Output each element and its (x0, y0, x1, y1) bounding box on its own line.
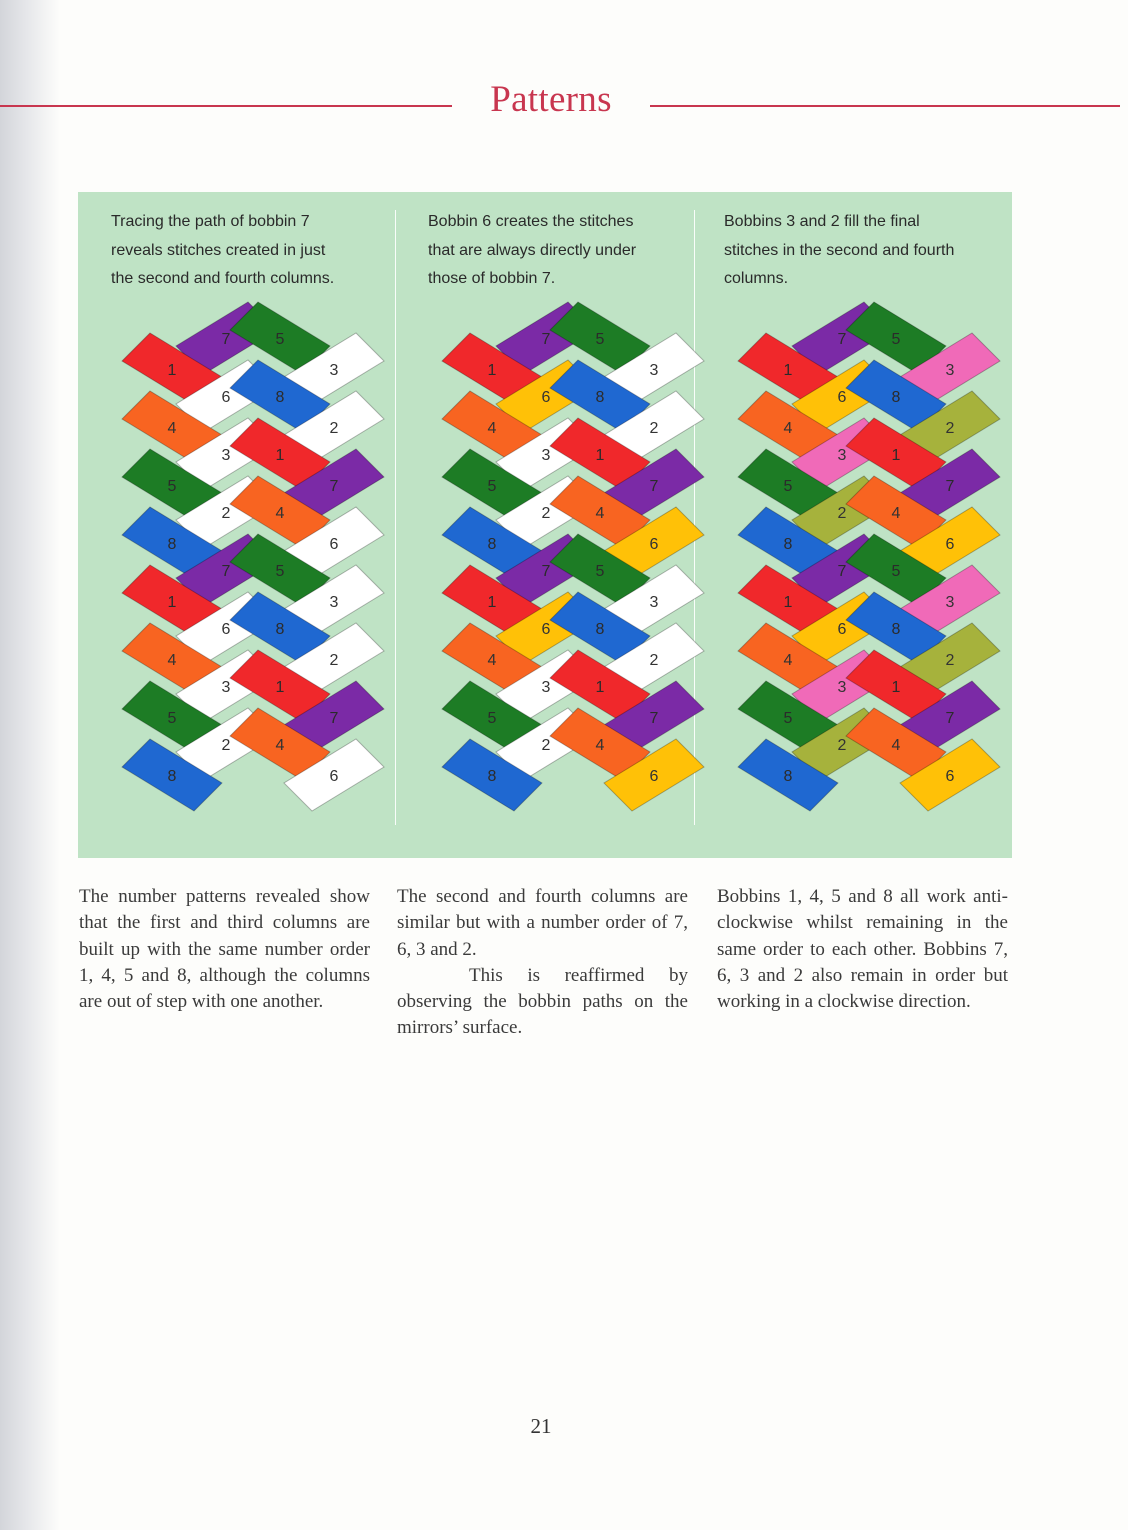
stitch-number-2: 2 (837, 505, 847, 522)
stitch-number-6: 6 (945, 768, 955, 785)
stitch-number-5: 5 (167, 478, 177, 495)
caption-line: reveals stitches created in just (111, 241, 326, 259)
stitch-number-8: 8 (167, 536, 177, 553)
page-binding-shadow (0, 0, 60, 1530)
stitch-number-3: 3 (837, 447, 847, 464)
stitch-number-8: 8 (891, 389, 901, 406)
stitch-number-5: 5 (487, 478, 497, 495)
caption-line: columns. (724, 270, 789, 287)
stitch-number-6: 6 (329, 536, 339, 553)
stitch-number-1: 1 (595, 447, 605, 464)
stitch-number-5: 5 (891, 563, 901, 580)
stitch-number-4: 4 (891, 505, 901, 522)
stitch-number-2: 2 (221, 737, 231, 754)
stitch-number-1: 1 (167, 362, 177, 379)
stitch-number-2: 2 (329, 420, 339, 437)
caption-line: those of bobbin 7. (428, 270, 556, 287)
stitch-number-8: 8 (783, 768, 793, 785)
caption-line: the second and fourth columns. (111, 270, 335, 287)
stitch-number-5: 5 (275, 563, 285, 580)
stitch-number-8: 8 (275, 389, 285, 406)
stitch-number-6: 6 (221, 389, 231, 406)
caption-line: Bobbins 3 and 2 fill the final (724, 213, 920, 230)
stitch-number-3: 3 (541, 447, 551, 464)
stitch-number-2: 2 (837, 737, 847, 754)
stitch-number-3: 3 (837, 679, 847, 696)
stitch-number-2: 2 (221, 505, 231, 522)
stitch-number-4: 4 (275, 737, 285, 754)
stitch-number-8: 8 (275, 621, 285, 638)
stitch-number-7: 7 (541, 331, 551, 348)
panel-divider (395, 210, 396, 825)
body-column-2 (397, 884, 688, 1042)
stitch-number-2: 2 (945, 652, 955, 669)
stitch-number-4: 4 (595, 737, 605, 754)
stitch-number-1: 1 (891, 447, 901, 464)
stitch-number-8: 8 (595, 389, 605, 406)
stitch-number-7: 7 (649, 478, 659, 495)
stitch-number-3: 3 (221, 679, 231, 696)
stitch-number-3: 3 (649, 594, 659, 611)
body-paragraph: The number patterns revealed show that the first and third columns are built up with the same number order 1, 4, 5 and 8, although the columns are out of step with one another. (79, 886, 370, 1013)
stitch-number-2: 2 (541, 505, 551, 522)
stitch-number-6: 6 (221, 621, 231, 638)
stitch-number-3: 3 (945, 594, 955, 611)
stitch-number-3: 3 (945, 362, 955, 379)
stitch-number-6: 6 (837, 389, 847, 406)
stitch-number-7: 7 (945, 478, 955, 495)
title-rule-right (650, 105, 1120, 107)
stitch-number-3: 3 (329, 594, 339, 611)
stitch-number-7: 7 (541, 563, 551, 580)
stitch-number-4: 4 (891, 737, 901, 754)
stitch-number-7: 7 (837, 331, 847, 348)
caption-line: Tracing the path of bobbin 7 (111, 213, 310, 230)
stitch-number-4: 4 (275, 505, 285, 522)
stitch-number-7: 7 (221, 563, 231, 580)
stitch-number-1: 1 (167, 594, 177, 611)
stitch-number-8: 8 (167, 768, 177, 785)
title-rule-left (0, 105, 452, 107)
stitch-number-4: 4 (487, 420, 497, 437)
stitch-number-2: 2 (649, 652, 659, 669)
stitch-number-4: 4 (783, 420, 793, 437)
stitch-number-3: 3 (649, 362, 659, 379)
braid-diagram-bobbin-6 (425, 192, 705, 858)
body-column-1 (79, 884, 370, 1015)
stitch-number-1: 1 (275, 679, 285, 696)
braid-diagram-bobbins-3-and-2 (721, 192, 1001, 858)
stitch-number-4: 4 (595, 505, 605, 522)
stitch-number-6: 6 (541, 389, 551, 406)
stitch-number-6: 6 (837, 621, 847, 638)
stitch-number-1: 1 (487, 594, 497, 611)
braid-diagram-bobbin-7 (105, 192, 385, 858)
stitch-number-1: 1 (891, 679, 901, 696)
stitch-number-6: 6 (649, 536, 659, 553)
stitch-number-7: 7 (649, 710, 659, 727)
stitch-number-8: 8 (783, 536, 793, 553)
stitch-number-6: 6 (541, 621, 551, 638)
stitch-number-7: 7 (837, 563, 847, 580)
stitch-number-3: 3 (221, 447, 231, 464)
stitch-number-1: 1 (487, 362, 497, 379)
body-column-3 (717, 884, 1008, 1015)
stitch-number-8: 8 (595, 621, 605, 638)
stitch-number-5: 5 (167, 710, 177, 727)
stitch-number-6: 6 (649, 768, 659, 785)
caption-line: stitches in the second and fourth (724, 241, 955, 259)
stitch-number-2: 2 (541, 737, 551, 754)
stitch-number-5: 5 (783, 478, 793, 495)
stitch-number-4: 4 (783, 652, 793, 669)
body-paragraph: Bobbins 1, 4, 5 and 8 all work anti-clockwise whilst remaining in the same order to each other. Bobbins 7, 6, 3 and 2 also remain in order but working in a clockwise direction. (717, 886, 1008, 1013)
stitch-number-5: 5 (891, 331, 901, 348)
stitch-number-5: 5 (487, 710, 497, 727)
stitch-number-2: 2 (945, 420, 955, 437)
stitch-number-5: 5 (595, 563, 605, 580)
caption-line: Bobbin 6 creates the stitches (428, 213, 634, 230)
stitch-number-1: 1 (783, 362, 793, 379)
stitch-number-5: 5 (595, 331, 605, 348)
stitch-number-3: 3 (541, 679, 551, 696)
stitch-number-7: 7 (945, 710, 955, 727)
page-number: 21 (530, 1414, 552, 1438)
stitch-number-4: 4 (167, 420, 177, 437)
stitch-number-7: 7 (221, 331, 231, 348)
stitch-number-6: 6 (945, 536, 955, 553)
body-paragraph: This is reaffirmed by observing the bobbin paths on the mirrors’ surface. (397, 964, 688, 1039)
illustration-panel (78, 192, 1012, 858)
caption-line: that are always directly under (428, 241, 637, 259)
stitch-number-6: 6 (329, 768, 339, 785)
stitch-number-2: 2 (649, 420, 659, 437)
stitch-number-7: 7 (329, 478, 339, 495)
stitch-number-1: 1 (783, 594, 793, 611)
body-paragraph: The second and fourth columns are similar but with a number order of 7, 6, 3 and 2. (397, 886, 688, 960)
stitch-number-5: 5 (783, 710, 793, 727)
stitch-number-2: 2 (329, 652, 339, 669)
stitch-number-1: 1 (275, 447, 285, 464)
stitch-number-8: 8 (891, 621, 901, 638)
stitch-number-4: 4 (167, 652, 177, 669)
stitch-number-3: 3 (329, 362, 339, 379)
stitch-number-7: 7 (329, 710, 339, 727)
stitch-number-8: 8 (487, 768, 497, 785)
page-title: Patterns (490, 79, 612, 120)
stitch-number-4: 4 (487, 652, 497, 669)
stitch-number-8: 8 (487, 536, 497, 553)
stitch-number-1: 1 (595, 679, 605, 696)
stitch-number-5: 5 (275, 331, 285, 348)
